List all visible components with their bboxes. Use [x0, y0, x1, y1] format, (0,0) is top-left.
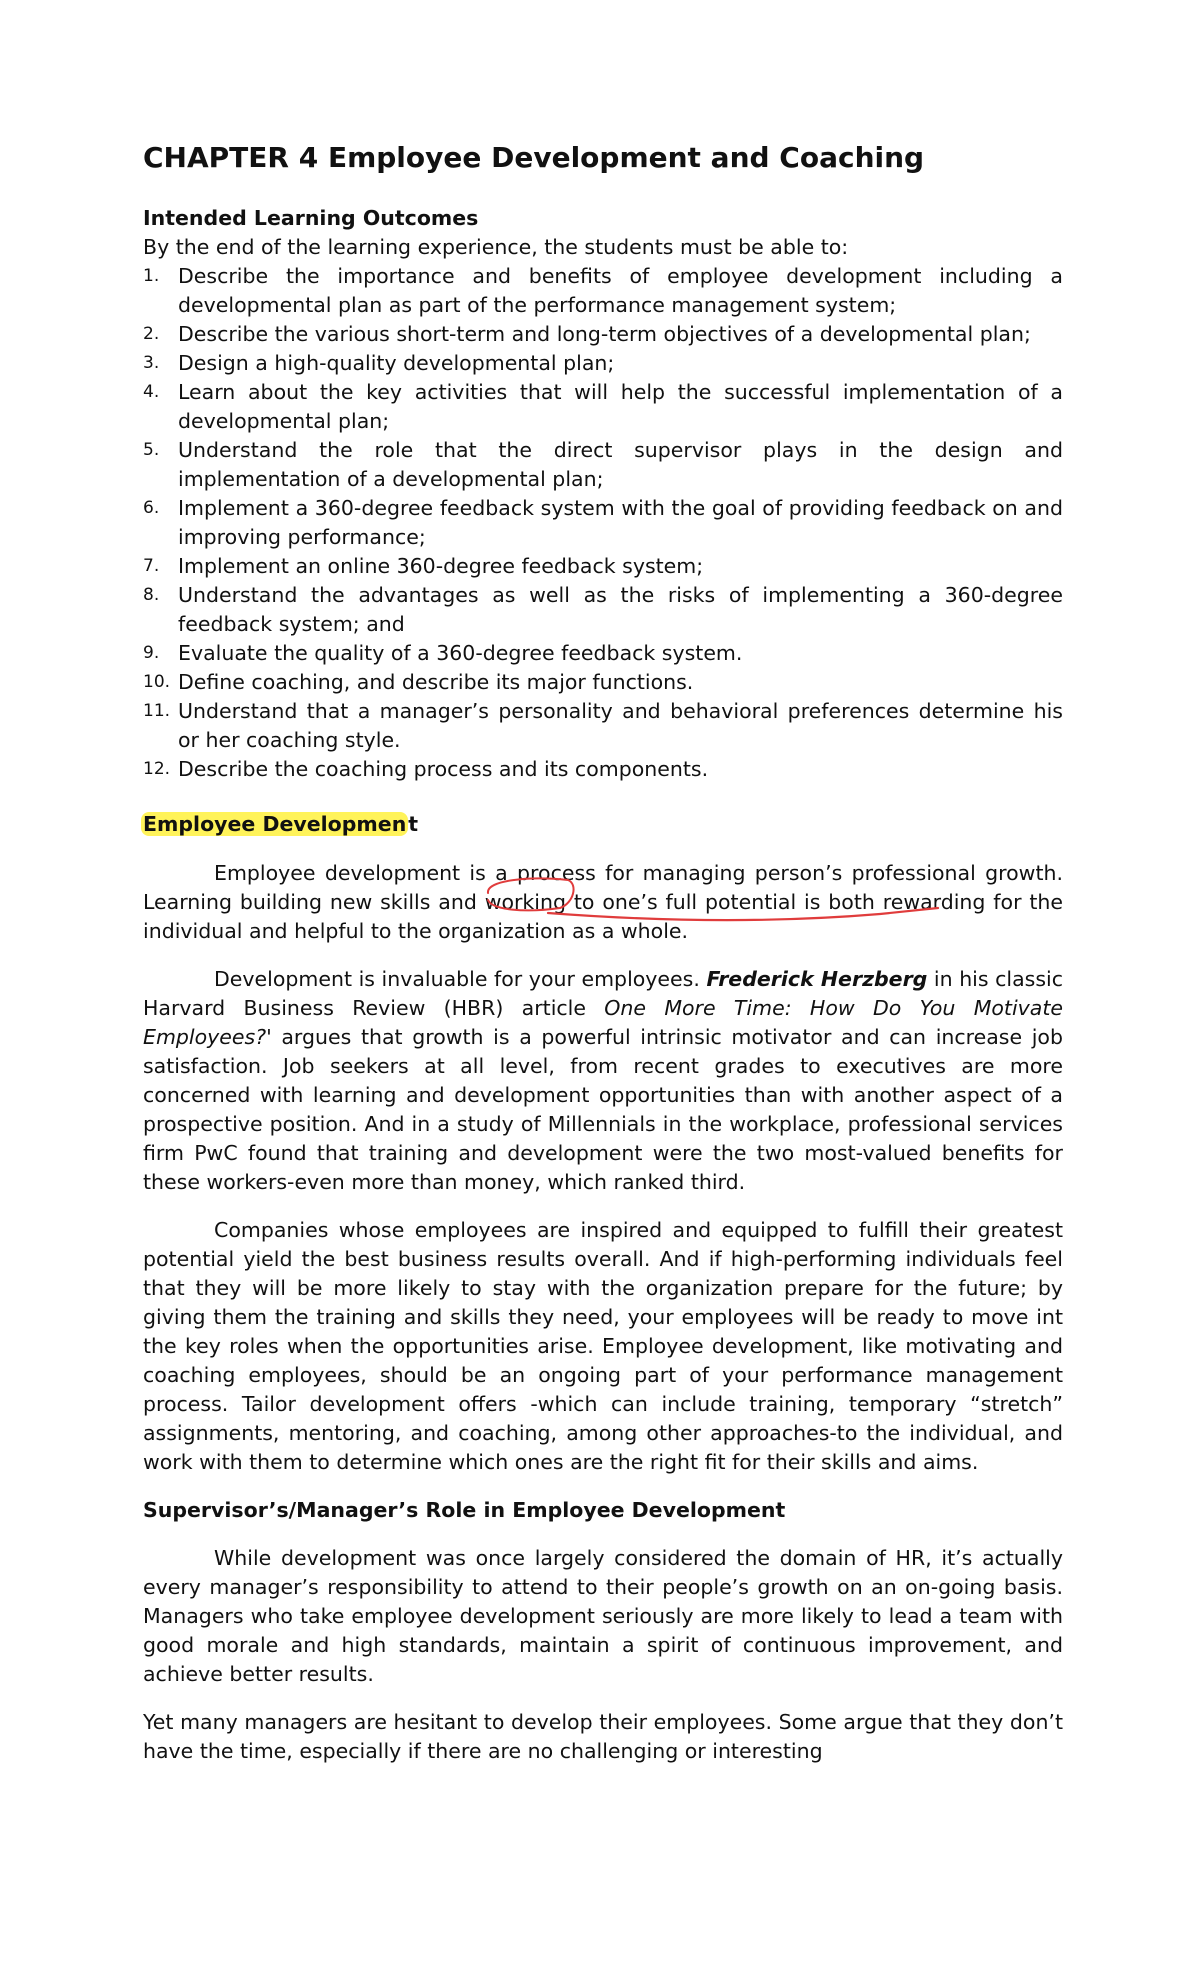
list-number: 3. [143, 353, 160, 373]
list-item [143, 349, 1063, 378]
paragraph: Companies whose employees are inspired and equipped to fulfill their greatest potential yield the best business results overall. And if high-performing individuals feel that they will be more likely to stay with the organization prepare for the future; by giving them the training and skills they need, your employees will be ready to move int the key roles when the opportunities arise. Employee development, like motivating and coaching employees, should be an ongoing part of your performance management process. Tailor development offers -which can include training, temporary “stretch” assignments, mentoring, and coaching, among other approaches-to the individual, and work with them to determine which ones are the right fit for their skills and aims. [143, 1218, 1063, 1474]
list-text: Evaluate the quality of a 360-degree feedback system. [178, 641, 743, 665]
list-item [143, 581, 1063, 639]
list-item [143, 262, 1063, 320]
outcomes-list [143, 262, 1063, 784]
list-item [143, 639, 1063, 668]
text-run: in his classic Harvard Business Review (HBR) article [143, 967, 1063, 1020]
outcomes-heading: Intended Learning Outcomes [143, 206, 479, 230]
list-item [143, 378, 1063, 436]
paragraph [143, 965, 1063, 1197]
list-text: Describe the various short-term and long-term objectives of a developmental plan; [178, 322, 1031, 346]
list-number: 1. [143, 266, 160, 286]
list-item [143, 552, 1063, 581]
heading-tail: t [408, 812, 419, 836]
list-number: 9. [143, 643, 160, 663]
highlighted-text: Employee Developmen [143, 812, 407, 836]
author-name: Frederick Herzberg [706, 967, 928, 991]
list-text: Understand the role that the direct supervisor plays in the design and implementation of a developmental plan; [178, 438, 1063, 491]
outcomes-intro: By the end of the learning experience, the students must be able to: [143, 235, 849, 259]
article-title: One More Time: How Do You Motivate Employees? [143, 996, 1063, 1049]
list-number: 7. [143, 556, 160, 576]
list-text: Understand that a manager’s personality and behavioral preferences determine his or her coaching style. [178, 699, 1063, 752]
list-item [143, 697, 1063, 755]
employee-development-heading [143, 810, 1063, 839]
list-number: 8. [143, 585, 160, 605]
paragraph: While development was once largely considered the domain of HR, it’s actually every manager’s responsibility to attend to their people’s growth on an on-going basis. Managers who take employee development seriously are more likely to lead a team with good morale and high standards, maintain a spirit of continuous improvement, and achieve better results. [143, 1546, 1063, 1686]
list-number: 11. [143, 701, 171, 721]
paragraph: Employee development is a process for managing person’s professional growth. Learning building new skills and working to one’s full potential is both rewarding for the individual and helpful to the organization as a whole. [143, 861, 1063, 943]
list-text: Implement an online 360-degree feedback system; [178, 554, 704, 578]
list-item [143, 668, 1063, 697]
list-text: Implement a 360-degree feedback system with the goal of providing feedback on and improving performance; [178, 496, 1063, 549]
list-item [143, 494, 1063, 552]
list-number: 5. [143, 440, 160, 460]
text-run: ' argues that growth is a powerful intrinsic motivator and can increase job satisfaction. Job seekers at all level, from recent grades to executives are more concerned with learning and development opportunities than with another aspect of a prospective position. And in a study of Millennials in the workplace, professional services firm PwC found that training and development were the two most-valued benefits for these workers-even more than money, which ranked third. [143, 1025, 1063, 1194]
list-item [143, 320, 1063, 349]
list-item [143, 755, 1063, 784]
list-number: 12. [143, 759, 171, 779]
list-text: Learn about the key activities that will help the successful implementation of a developmental plan; [178, 380, 1063, 433]
list-number: 6. [143, 498, 160, 518]
list-number: 2. [143, 324, 160, 344]
supervisor-role-heading: Supervisor’s/Manager’s Role in Employee Development [143, 1498, 786, 1522]
list-number: 10. [143, 672, 171, 692]
list-text: Design a high-quality developmental plan; [178, 351, 615, 375]
list-text: Describe the coaching process and its components. [178, 757, 709, 781]
list-text: Define coaching, and describe its major functions. [178, 670, 694, 694]
list-text: Understand the advantages as well as the risks of implementing a 360-degree feedback system; and [178, 583, 1063, 636]
list-item [143, 436, 1063, 494]
chapter-title: CHAPTER 4 Employee Development and Coaching [143, 141, 925, 174]
document-body [143, 138, 1063, 1785]
paragraph: Yet many managers are hesitant to develop their employees. Some argue that they don’t have the time, especially if there are no challenging or interesting [143, 1710, 1063, 1763]
list-text: Describe the importance and benefits of employee development including a developmental plan as part of the performance management system; [178, 264, 1063, 317]
list-number: 4. [143, 382, 160, 402]
text-run: Development is invaluable for your employees. [214, 967, 707, 991]
